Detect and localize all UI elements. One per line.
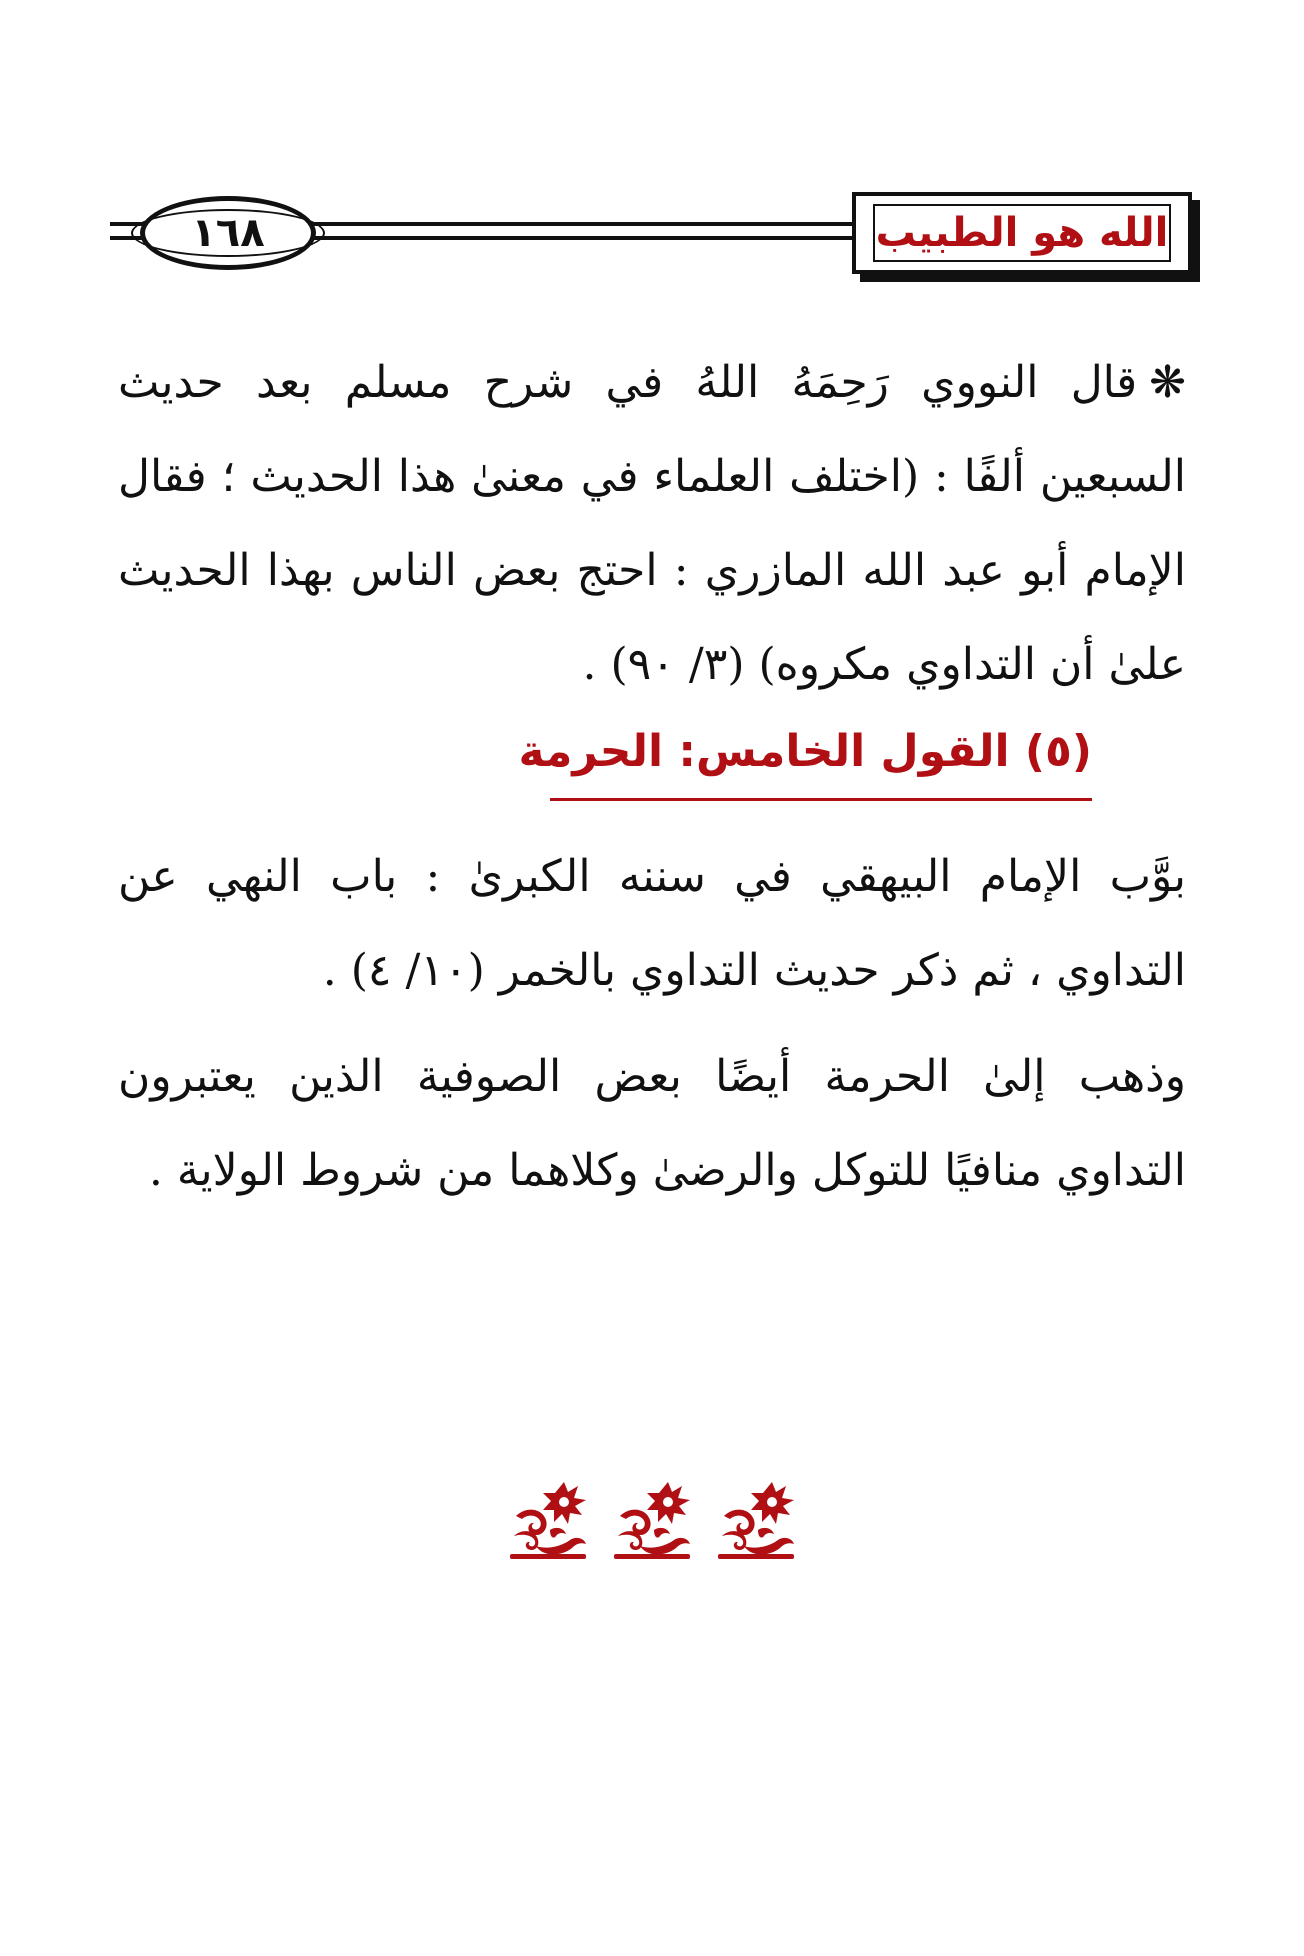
floral-ornament-icon [506, 1476, 590, 1562]
section-heading-underline [550, 798, 1092, 801]
running-header [110, 192, 1192, 276]
page-number: ١٦٨ [140, 196, 316, 270]
book-title-frame [852, 192, 1192, 274]
floral-ornament-icon [610, 1476, 694, 1562]
paragraph-nawawi-quote [118, 336, 1186, 712]
paragraph-1-text: قال النووي رَحِمَهُ اللهُ في شرح مسلم بعد حديث السبعين ألفًا : (اختلف العلماء في معنىٰ هذا الحديث ؛ فقال الإمام أبو عبد الله المازري : احتج بعض الناس بهذا الحديث علىٰ أن التداوي مكروه) (٣/ ٩٠) . [118, 357, 1186, 690]
asterisk-icon: ❋ [1149, 357, 1186, 408]
book-title: الله هو الطبيب [873, 204, 1171, 262]
paragraph-bayhaqi: بوَّب الإمام البيهقي في سننه الكبرىٰ : باب النهي عن التداوي ، ثم ذكر حديث التداوي بالخمر (١٠/ ٤) . [118, 851, 1186, 996]
floral-ornament-icon [714, 1476, 798, 1562]
section-heading: (٥) القول الخامس: الحرمة [518, 726, 1092, 777]
paragraph-sufi-view: وذهب إلىٰ الحرمة أيضًا بعض الصوفية الذين يعتبرون التداوي منافيًا للتوكل والرضىٰ وكلاهما من شروط الولاية . [118, 1051, 1186, 1196]
end-ornament [506, 1476, 798, 1562]
